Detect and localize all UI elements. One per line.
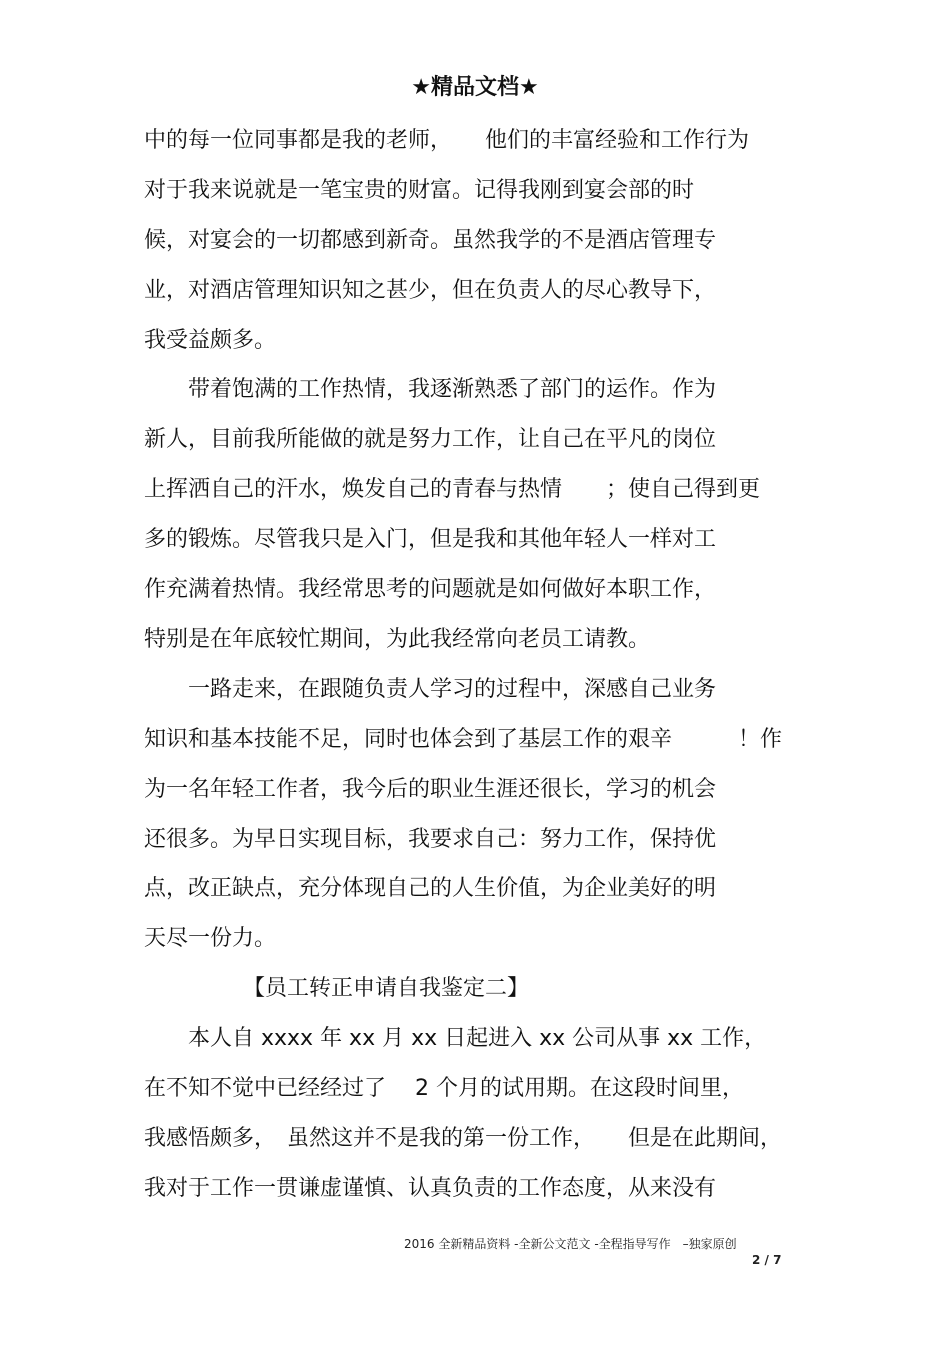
body-line: 还很多。为早日实现目标，我要求自己：努力工作，保持优 <box>144 827 717 852</box>
page-header: ★精品文档★ <box>411 75 539 100</box>
body-line: 天尽一份力。 <box>144 926 277 951</box>
body-line: 作充满着热情。我经常思考的问题就是如何做好本职工作， <box>144 577 717 602</box>
body-line: 对于我来说就是一笔宝贵的财富。记得我刚到宴会部的时 <box>144 178 695 203</box>
page-number: 2 / 7 <box>752 1253 782 1267</box>
body-line: 在不知不觉中已经经过了 2 个月的试用期。在这段时间里， <box>144 1076 744 1101</box>
section-heading: 【员工转正申请自我鉴定二】 <box>144 976 530 1001</box>
body-line: 我受益颇多。 <box>144 328 277 353</box>
page-footer: 2016 全新精品资料 -全新公文范文 -全程指导写作 –独家原创 <box>404 1237 737 1251</box>
body-line: 一路走来，在跟随负责人学习的过程中，深感自己业务 <box>144 677 717 702</box>
body-line: 带着饱满的工作热情，我逐渐熟悉了部门的运作。作为 <box>144 377 717 402</box>
body-line: 特别是在年底较忙期间，为此我经常向老员工请教。 <box>144 627 651 652</box>
body-line: 我感悟颇多， 虽然这并不是我的第一份工作， 但是在此期间， <box>144 1126 783 1151</box>
body-line: 为一名年轻工作者，我今后的职业生涯还很长，学习的机会 <box>144 777 717 802</box>
body-line: 点，改正缺点，充分体现自己的人生价值，为企业美好的明 <box>144 876 717 901</box>
body-line: 我对于工作一贯谦虚谨慎、认真负责的工作态度，从来没有 <box>144 1176 717 1201</box>
body-line: 候，对宴会的一切都感到新奇。虽然我学的不是酒店管理专 <box>144 228 717 253</box>
body-line: 业，对酒店管理知识知之甚少，但在负责人的尽心教导下， <box>144 278 717 303</box>
body-line: 知识和基本技能不足，同时也体会到了基层工作的艰辛 ！作 <box>144 727 783 752</box>
body-line: 中的每一位同事都是我的老师， 他们的丰富经验和工作行为 <box>144 128 750 153</box>
body-line: 多的锻炼。尽管我只是入门，但是我和其他年轻人一样对工 <box>144 527 717 552</box>
body-line: 上挥洒自己的汗水，焕发自己的青春与热情 ；使自己得到更 <box>144 477 761 502</box>
body-line: 新人，目前我所能做的就是努力工作，让自己在平凡的岗位 <box>144 427 717 452</box>
body-line: 本人自 xxxx 年 xx 月 xx 日起进入 xx 公司从事 xx 工作， <box>144 1026 767 1051</box>
